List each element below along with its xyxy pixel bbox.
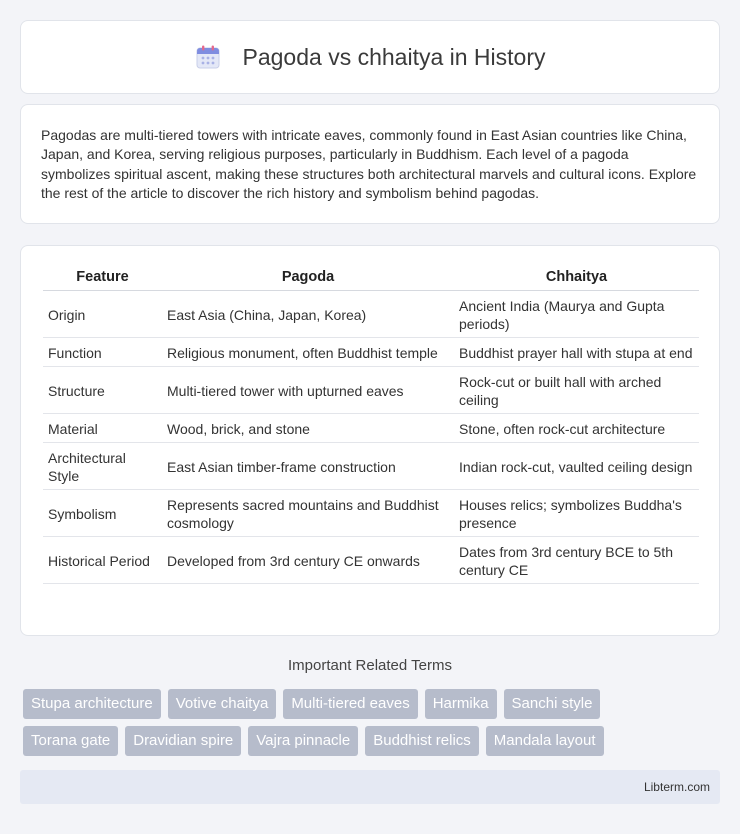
row-feature: Architectural Style	[43, 442, 162, 489]
row-feature: Structure	[43, 366, 162, 413]
tag-harmika[interactable]: Harmika	[425, 689, 497, 719]
comparison-table-card	[20, 245, 720, 636]
footer	[20, 770, 720, 804]
tag-row	[23, 726, 723, 756]
row-chhaitya: Houses relics; symbolizes Buddha's presence	[454, 489, 699, 536]
table-header-row	[43, 264, 699, 290]
header-chhaitya: Chhaitya	[454, 264, 699, 290]
row-pagoda: Wood, brick, and stone	[162, 413, 454, 442]
row-chhaitya: Buddhist prayer hall with stupa at end	[454, 337, 699, 366]
page-title: Pagoda vs chhaitya in History	[242, 43, 546, 70]
tag-stupa-architecture[interactable]: Stupa architecture	[23, 689, 161, 719]
tag-dravidian-spire[interactable]: Dravidian spire	[125, 726, 241, 756]
calendar-icon	[195, 44, 221, 70]
table-row	[43, 290, 699, 337]
header-card	[20, 20, 720, 94]
header-inner	[195, 44, 546, 71]
tag-torana-gate[interactable]: Torana gate	[23, 726, 118, 756]
row-chhaitya: Indian rock-cut, vaulted ceiling design	[454, 442, 699, 489]
row-pagoda: Developed from 3rd century CE onwards	[162, 536, 454, 583]
tag-row	[23, 689, 723, 719]
row-feature: Historical Period	[43, 536, 162, 583]
related-terms-tags	[23, 689, 723, 763]
tag-vajra-pinnacle[interactable]: Vajra pinnacle	[248, 726, 358, 756]
table-row	[43, 536, 699, 583]
row-feature: Function	[43, 337, 162, 366]
row-pagoda: Religious monument, often Buddhist temple	[162, 337, 454, 366]
intro-card	[20, 104, 720, 224]
tag-sanchi-style[interactable]: Sanchi style	[504, 689, 601, 719]
row-pagoda: Multi-tiered tower with upturned eaves	[162, 366, 454, 413]
row-pagoda: Represents sacred mountains and Buddhist cosmology	[162, 489, 454, 536]
row-chhaitya: Ancient India (Maurya and Gupta periods)	[454, 290, 699, 337]
table-row	[43, 442, 699, 489]
comparison-table	[43, 264, 699, 584]
table-row	[43, 489, 699, 536]
header-feature: Feature	[43, 264, 162, 290]
header-pagoda: Pagoda	[162, 264, 454, 290]
row-chhaitya: Rock-cut or built hall with arched ceiling	[454, 366, 699, 413]
row-chhaitya: Stone, often rock-cut architecture	[454, 413, 699, 442]
tag-buddhist-relics[interactable]: Buddhist relics	[365, 726, 479, 756]
tag-votive-chaitya[interactable]: Votive chaitya	[168, 689, 277, 719]
row-pagoda: East Asia (China, Japan, Korea)	[162, 290, 454, 337]
table-row	[43, 337, 699, 366]
table-row	[43, 366, 699, 413]
intro-paragraph: Pagodas are multi-tiered towers with intricate eaves, commonly found in East Asian countries like China, Japan, and Korea, serving religious purposes, particularly in Buddhism. Each level of a pagoda symbolizes spiritual ascent, making these structures both architectural marvels and cultural icons. Explore the rest of the article to discover the rich history and symbolism behind pagodas.	[41, 127, 697, 202]
tag-multi-tiered-eaves[interactable]: Multi-tiered eaves	[283, 689, 417, 719]
row-feature: Symbolism	[43, 489, 162, 536]
table-row	[43, 413, 699, 442]
related-terms-title: Important Related Terms	[288, 657, 452, 674]
footer-site-link[interactable]: Libterm.com	[643, 780, 710, 794]
row-feature: Material	[43, 413, 162, 442]
row-chhaitya: Dates from 3rd century BCE to 5th century CE	[454, 536, 699, 583]
row-pagoda: East Asian timber-frame construction	[162, 442, 454, 489]
tag-mandala-layout[interactable]: Mandala layout	[486, 726, 604, 756]
row-feature: Origin	[43, 290, 162, 337]
